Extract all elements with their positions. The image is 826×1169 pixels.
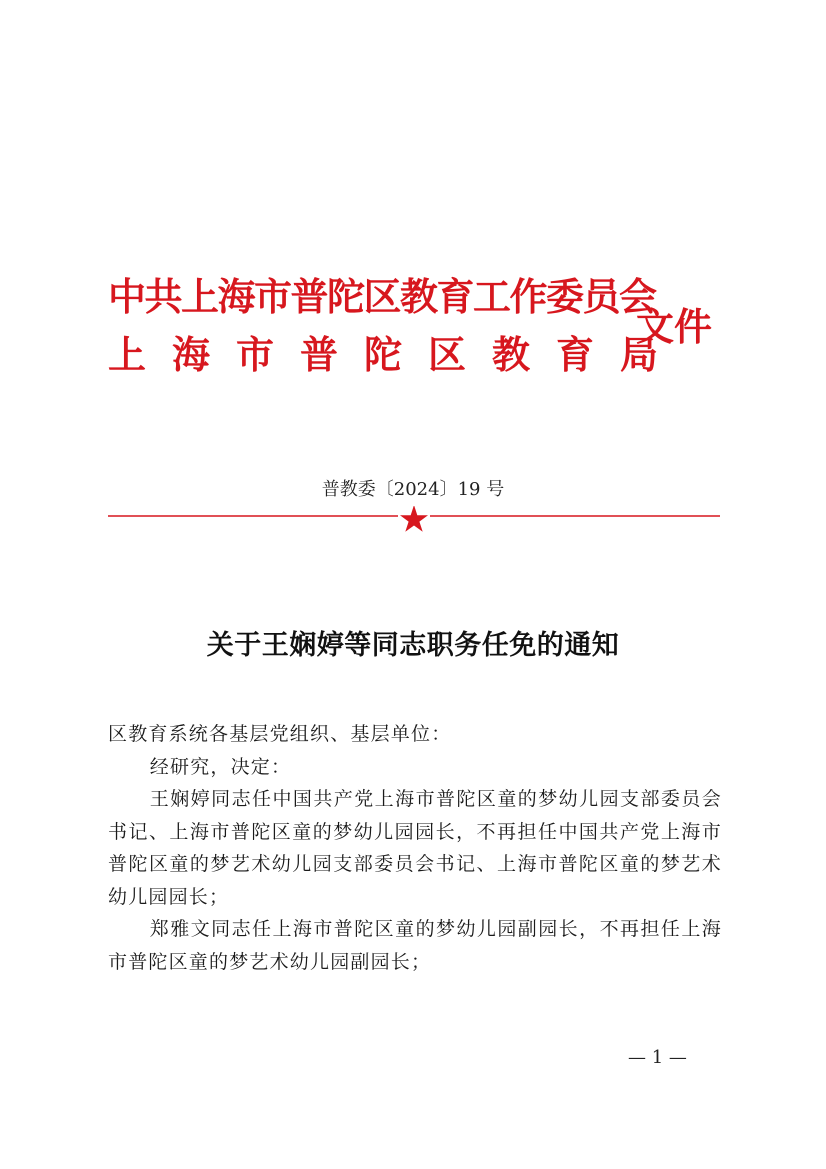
document-title: 关于王娴婷等同志职务任免的通知 (206, 630, 620, 661)
body-paragraph: 王娴婷同志任中国共产党上海市普陀区童的梦幼儿园支部委员会书记、上海市普陀区童的梦幼儿园园长，不再担任中国共产党上海市普陀区童的梦艺术幼儿园支部委员会书记、上海市普陀区童的梦艺术幼儿园园长； (108, 788, 722, 908)
document-type-label: 文件 (636, 304, 713, 349)
red-separator-rule (108, 506, 720, 536)
red-star-icon (400, 506, 428, 532)
recipient-line: 区教育系统各基层党组织、基层单位： (108, 723, 452, 745)
document-number: 普教委〔2024〕19 号 (321, 479, 505, 500)
document-header (108, 268, 728, 388)
page-number: — 1 — (628, 1047, 687, 1068)
issuer-party-committee: 中共上海市普陀区教育工作委员会 (108, 274, 656, 319)
body-paragraph: 郑雅文同志任上海市普陀区童的梦幼儿园副园长，不再担任上海市普陀区童的梦艺术幼儿园副园长； (108, 918, 722, 973)
body-paragraph: 经研究，决定： (149, 755, 292, 778)
issuer-education-bureau: 上海市普陀区教育局 (108, 332, 685, 377)
document-body (108, 718, 722, 978)
